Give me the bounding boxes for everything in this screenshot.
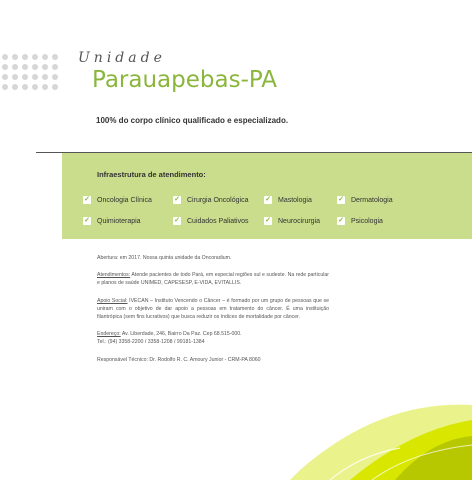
check-icon: ✓	[338, 196, 344, 203]
opening-text: Abertura: em 2017. Nossa quinta unidade da Oncoradium.	[97, 255, 232, 261]
service-text: Atende pacientes de todo Pará, em especial regiões sul e sudeste. Na rede particular e planos de saúde UNIMED, CAPESESP, E-VIDA, EVITALLIS.	[97, 272, 329, 287]
address-label: Endereço:	[97, 331, 121, 338]
address-text: Av. Liberdade, 246, Bairro Da Paz. Cep 68.515-000.	[121, 331, 242, 338]
specialty-label: Neurocirurgia	[278, 217, 321, 225]
check-icon: ✓	[174, 217, 180, 224]
check-icon: ✓	[338, 217, 344, 224]
tagline: 100% do corpo clínico qualificado e especializado.	[96, 116, 289, 125]
check-icon: ✓	[265, 196, 271, 203]
support-text: IVECAN – Instituto Vencendo o Câncer – é formado por um grupo de pessoas que se uniram com o objetivo de dar apoio a pessoas em tratamento do câncer. É uma instituição filantrópica (sem fins lucrativos) que busca reduzir os índices de mortalidade por câncer.	[97, 297, 329, 321]
service-label: Atendimentos:	[97, 272, 131, 279]
specialty-label: Cirurgia Oncológica	[187, 196, 249, 204]
check-icon: ✓	[174, 196, 180, 203]
specialty-label: Quimioterapia	[97, 217, 141, 225]
page-title: Parauapebas-PA	[92, 67, 278, 93]
specialty-label: Cuidados Paliativos	[187, 217, 249, 225]
check-icon: ✓	[84, 196, 90, 203]
responsible-text: Responsável Técnico: Dr. Rodolfo R. C. Amoury Junior - CRM-PA 8060	[97, 356, 261, 363]
phone-text: Tel.: (94) 3358-2200 / 3358-1208 / 99181-1384	[97, 339, 205, 346]
check-icon: ✓	[265, 217, 271, 224]
specialty-label: Oncologia Clínica	[97, 196, 152, 204]
specialty-label: Mastologia	[278, 196, 312, 204]
specialty-label: Psicologia	[351, 217, 383, 225]
support-label: Apoio Social:	[97, 297, 128, 304]
unit-script-title: Unidade	[78, 50, 166, 66]
infrastructure-title: Infraestrutura de atendimento:	[97, 170, 206, 179]
check-icon: ✓	[84, 217, 90, 224]
specialty-label: Dermatologia	[351, 196, 393, 204]
